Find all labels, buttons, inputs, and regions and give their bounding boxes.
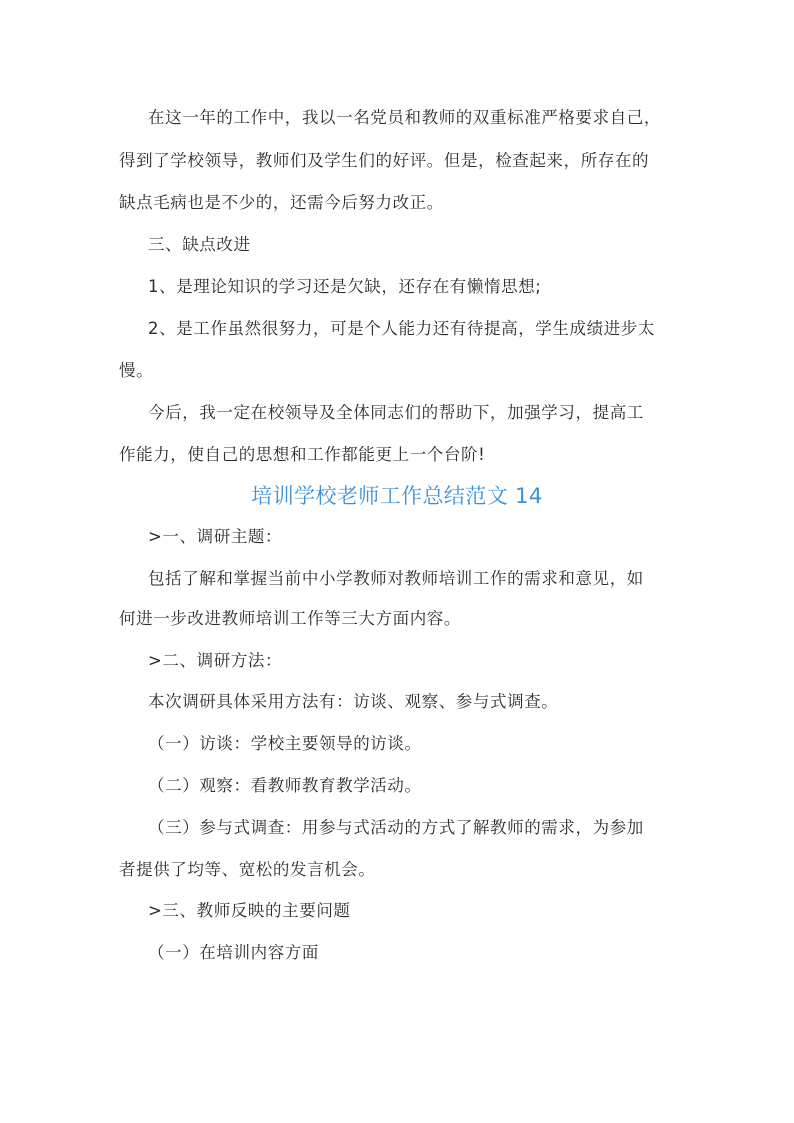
paragraph-line — [0, 723, 794, 765]
list-item: （三）参与式调查：用参与式活动的方式了解教师的需求，为参加 — [148, 818, 644, 837]
list-item: （一）访谈：学校主要领导的访谈。 — [148, 734, 422, 753]
list-item: 2、是工作虽然很努力，可是个人能力还有待提高，学生成绩进步太 — [148, 319, 655, 338]
text-line: 今后，我一定在校领导及全体同志们的帮助下，加强学习，提高工 — [148, 403, 644, 422]
paragraph-line — [0, 350, 794, 392]
text-line: 包括了解和掌握当前中小学教师对教师培训工作的需求和意见，如 — [148, 569, 644, 588]
paragraph-line — [0, 97, 794, 139]
section-heading: >三、教师反映的主要问题 — [148, 901, 351, 920]
paragraph-line — [0, 266, 794, 308]
section-heading: >二、调研方法： — [148, 651, 283, 670]
section-heading: 三、缺点改进 — [148, 235, 251, 254]
list-item: （一）在培训内容方面 — [148, 943, 319, 962]
paragraph-line — [0, 140, 794, 182]
section-heading: >一、调研主题： — [148, 527, 283, 546]
section-title: 培训学校老师工作总结范文 14 — [251, 484, 543, 508]
paragraph-line — [0, 890, 794, 932]
paragraph-line — [0, 182, 794, 224]
text-line: 慢。 — [119, 361, 154, 380]
paragraph-line — [0, 224, 794, 266]
paragraph-line — [0, 849, 794, 891]
list-item: （二）观察：看教师教育教学活动。 — [148, 776, 422, 795]
paragraph-line — [0, 516, 794, 558]
paragraph-line — [0, 932, 794, 974]
paragraph-line — [0, 640, 794, 682]
text-line: 作能力，使自己的思想和工作都能更上一个台阶! — [119, 445, 486, 464]
paragraph-line — [0, 598, 794, 640]
paragraph-line — [0, 558, 794, 600]
text-line: 本次调研具体采用方法有：访谈、观察、参与式调查。 — [148, 692, 559, 711]
paragraph-line — [0, 807, 794, 849]
text-line: 者提供了均等、宽松的发言机会。 — [119, 860, 376, 879]
paragraph-line — [0, 434, 794, 476]
text-line: 何进一步改进教师培训工作等三大方面内容。 — [119, 609, 461, 628]
text-line: 得到了学校领导，教师们及学生们的好评。但是，检查起来，所存在的 — [119, 151, 650, 170]
paragraph-line — [0, 765, 794, 807]
list-item: 1、是理论知识的学习还是欠缺，还存在有懒惰思想; — [148, 277, 542, 296]
text-line: 在这一年的工作中，我以一名党员和教师的双重标准严格要求自己， — [148, 108, 661, 127]
paragraph-line — [0, 392, 794, 434]
text-line: 缺点毛病也是不少的，还需今后努力改正。 — [119, 193, 444, 212]
paragraph-line — [0, 308, 794, 350]
paragraph-line — [0, 681, 794, 723]
